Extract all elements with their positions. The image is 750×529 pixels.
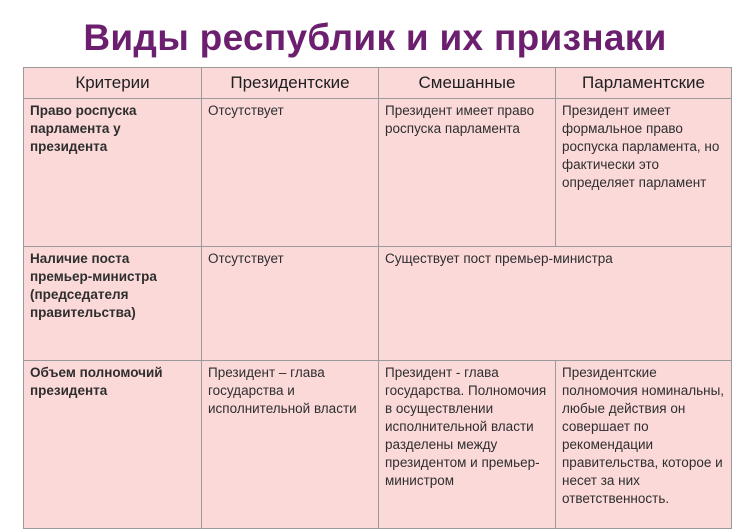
header-criteria: Критерии bbox=[24, 68, 202, 99]
header-presidential: Президентские bbox=[202, 68, 379, 99]
parliamentary-cell: Президентские полномочия номинальны, любые действия он совершает по рекомендации правительства, которое и несет за них ответственность. bbox=[556, 361, 732, 529]
table-row bbox=[24, 247, 732, 361]
header-mixed: Смешанные bbox=[379, 68, 556, 99]
mixed-parliamentary-cell: Существует пост премьер-министра bbox=[379, 247, 732, 361]
table-row bbox=[24, 99, 732, 247]
criterion-cell: Объем полномочий президента bbox=[24, 361, 202, 529]
comparison-table bbox=[23, 67, 732, 529]
header-parliamentary: Парламентские bbox=[556, 68, 732, 99]
presidential-cell: Отсутствует bbox=[202, 247, 379, 361]
parliamentary-cell: Президент имеет формальное право роспуска парламента, но фактически это определяет парламент bbox=[556, 99, 732, 247]
mixed-cell: Президент имеет право роспуска парламента bbox=[379, 99, 556, 247]
criterion-cell: Наличие поста премьер-министра (председателя правительства) bbox=[24, 247, 202, 361]
table-header-row bbox=[24, 68, 732, 99]
presidential-cell: Президент – глава государства и исполнительной власти bbox=[202, 361, 379, 529]
mixed-cell: Президент - глава государства. Полномочия в осуществлении исполнительной власти разделены между президентом и премьер-министром bbox=[379, 361, 556, 529]
criterion-cell: Право роспуска парламента у президента bbox=[24, 99, 202, 247]
page-title: Виды республик и их признаки bbox=[83, 17, 667, 58]
table-row bbox=[24, 361, 732, 529]
presidential-cell: Отсутствует bbox=[202, 99, 379, 247]
